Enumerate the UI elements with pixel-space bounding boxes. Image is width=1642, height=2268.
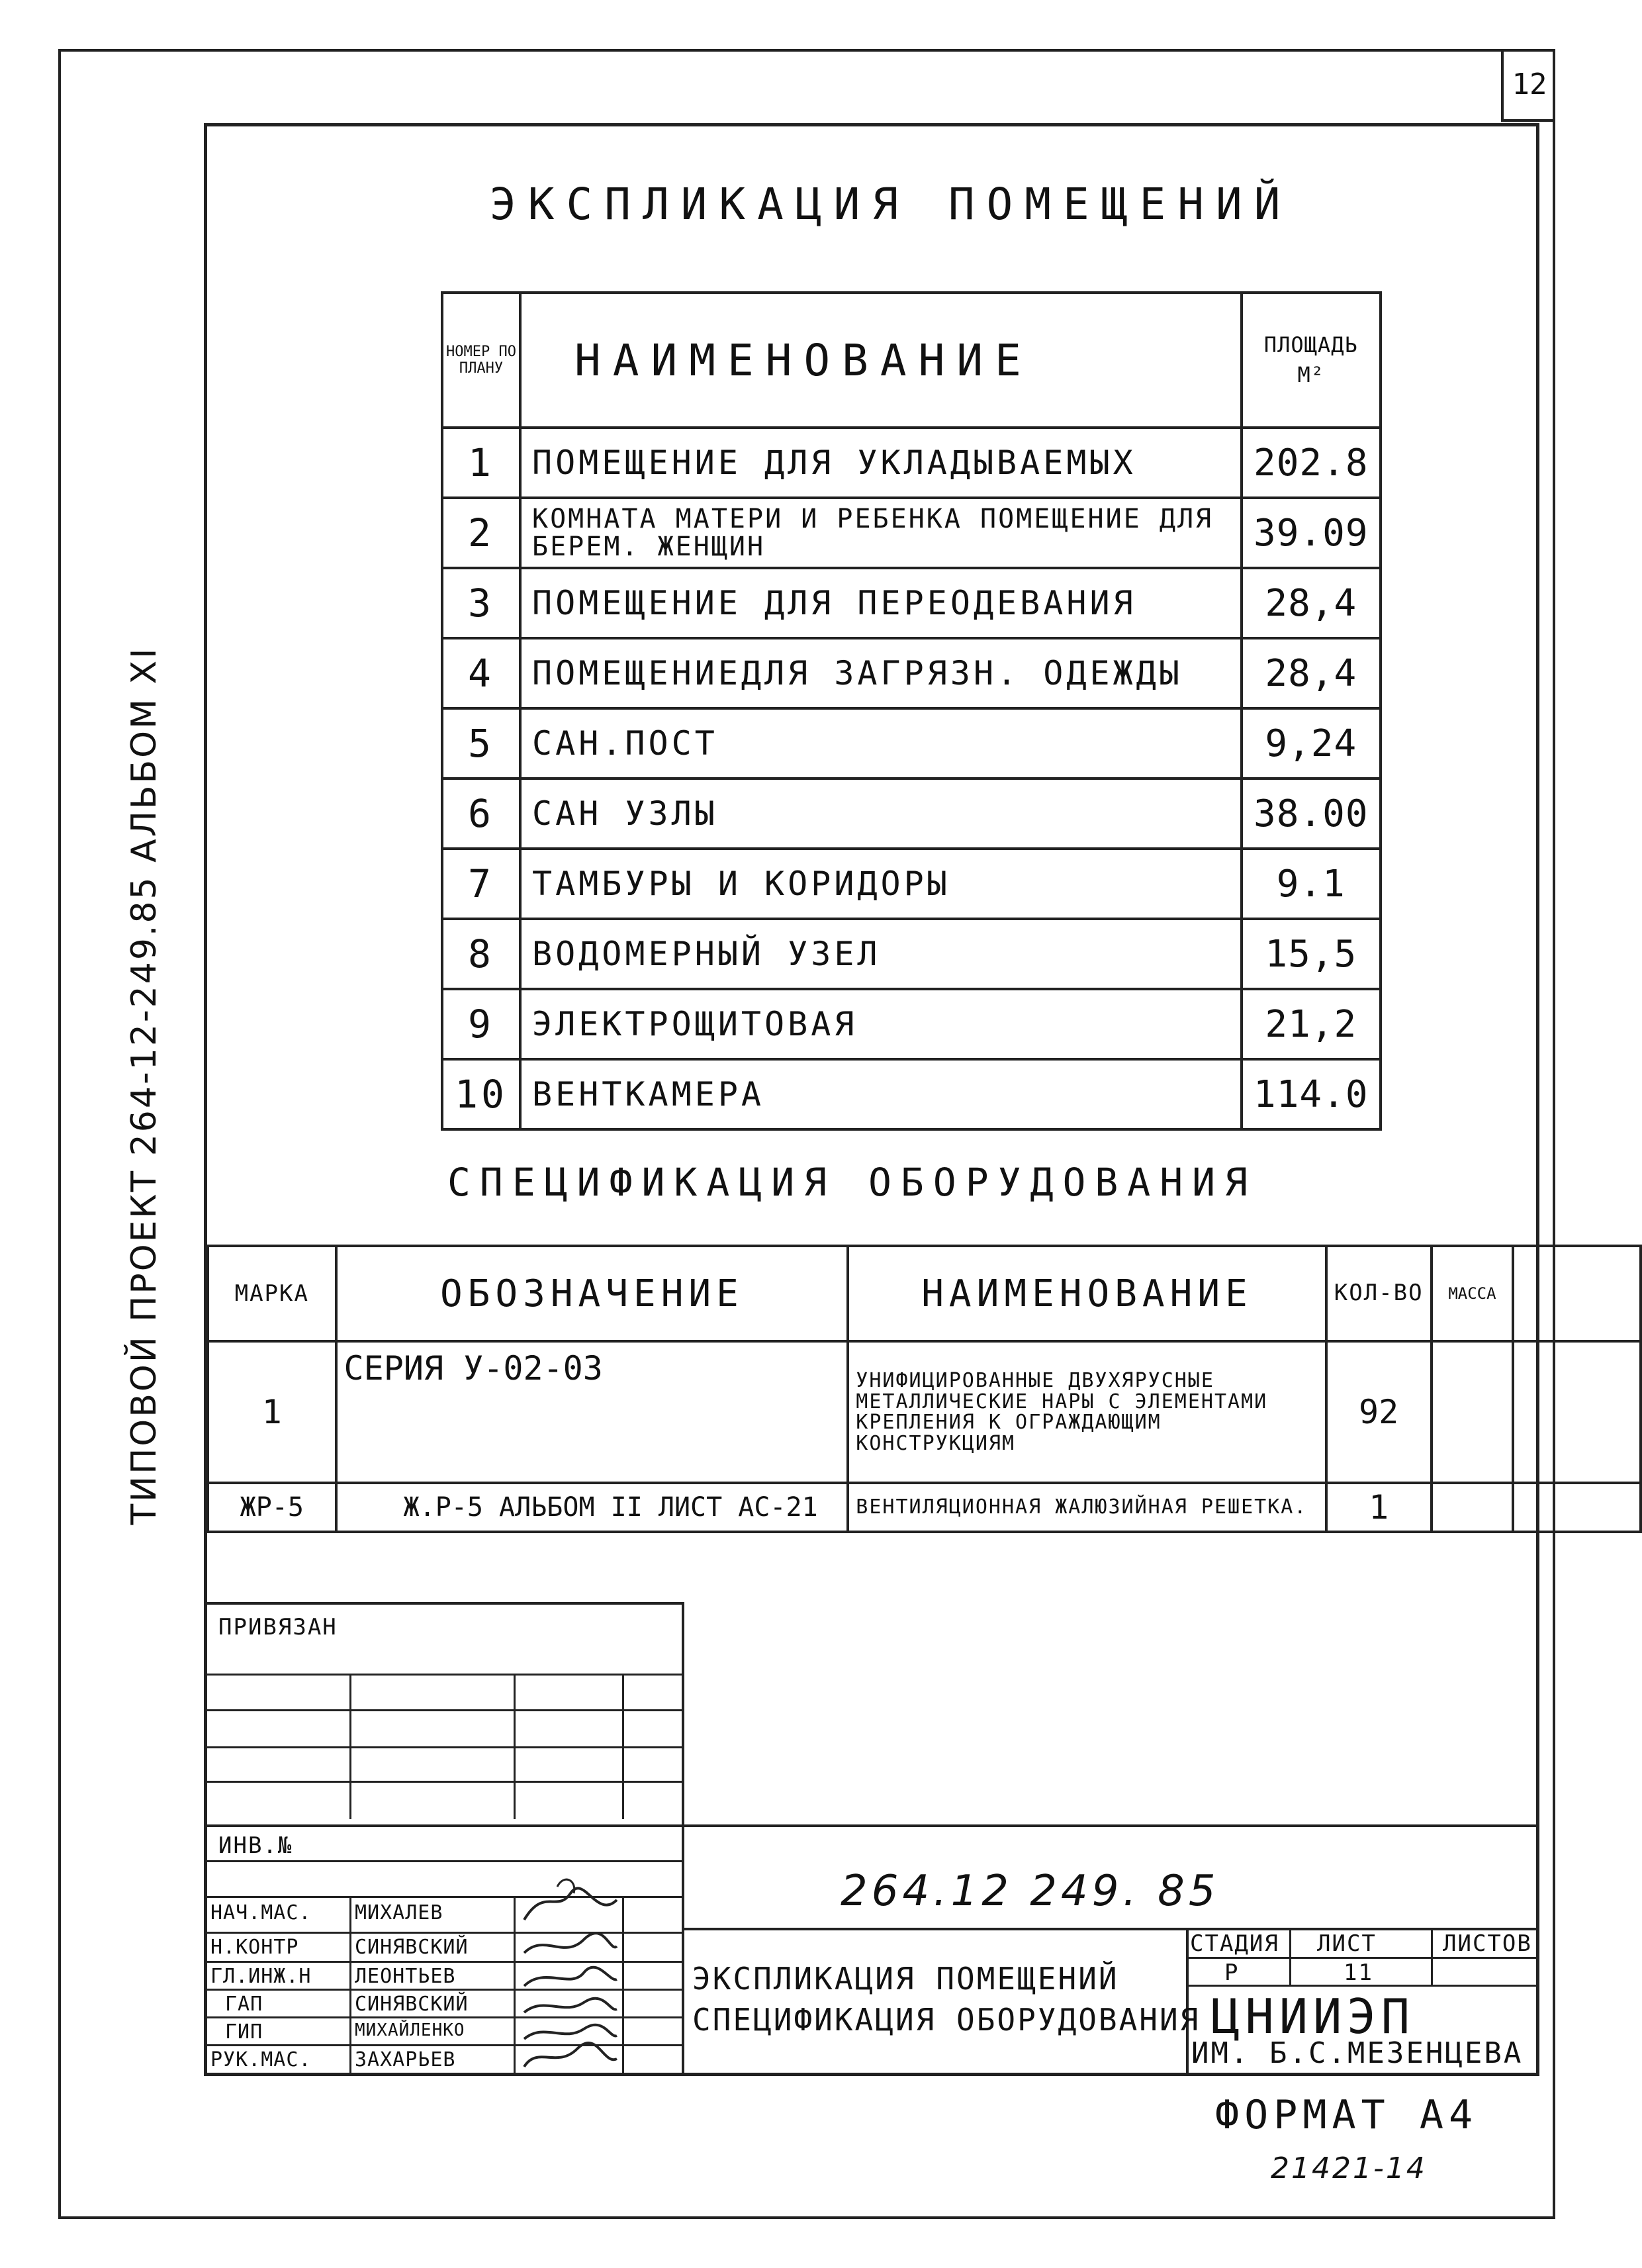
room-name: САН УЗЛЫ [520,779,1242,849]
room-number: 8 [442,919,520,989]
header-blank [1513,1246,1641,1341]
tb-rule [1431,1928,1433,1986]
spec-name: УНИФИЦИРОВАННЫЕ ДВУХЯРУСНЫЕ МЕТАЛЛИЧЕСКИЕ НАРЫ С ЭЛЕМЕНТАМИ КРЕПЛЕНИЯ К ОГРАЖДАЮЩИМ КОНСТРУКЦИЯМ [848,1341,1326,1483]
room-name: ВОДОМЕРНЫЙ УЗЕЛ [520,919,1242,989]
explication-title: ЭКСПЛИКАЦИЯ ПОМЕЩЕНИЙ [490,179,1293,230]
archive-number: 21421-14 [1271,2151,1427,2185]
table-row [208,1483,1641,1532]
header-area: ПЛОЩАДЬ М² [1242,293,1381,428]
person-name: МИХАЙЛЕНКО [355,2020,465,2040]
header-name: НАИМЕНОВАНИЕ [520,293,1242,428]
tb-rule [206,1674,683,1676]
role-label: ГИП [225,2020,263,2044]
tb-rule [682,1602,684,1827]
table-row [442,1059,1381,1129]
table-row [442,779,1381,849]
header-name: НАИМЕНОВАНИЕ [848,1246,1326,1341]
room-area: 28,4 [1242,568,1381,638]
explication-table [441,291,1382,1131]
room-name: ПОМЕЩЕНИЕ ДЛЯ УКЛАДЫВАЕМЫХ [520,428,1242,498]
specification-table [206,1245,1642,1533]
role-label: РУК.МАС. [210,2048,312,2071]
room-area: 38.00 [1242,779,1381,849]
tb-rule [206,1709,683,1711]
room-area: 114.0 [1242,1059,1381,1129]
spec-mark: 1 [208,1341,336,1483]
room-name: ЭЛЕКТРОЩИТОВАЯ [520,989,1242,1059]
room-area: 9,24 [1242,708,1381,779]
tb-rule [206,1860,683,1862]
header-number: НОМЕР ПО ПЛАНУ [442,293,520,428]
table-row [442,428,1381,498]
specification-title: СПЕЦИФИКАЦИЯ ОБОРУДОВАНИЯ [447,1160,1257,1205]
tb-rule [1186,1957,1539,1959]
person-name: ЗАХАРЬЕВ [355,2048,456,2071]
sheet-value: 11 [1344,1960,1373,1986]
spec-blank [1513,1341,1641,1483]
room-number: 10 [442,1059,520,1129]
tb-rule [206,1824,1539,1827]
tb-rule [1289,1928,1291,1986]
signature-marks [518,1873,623,2072]
format-label: ФОРМАТ А4 [1215,2092,1479,2138]
tb-rule [206,1781,683,1783]
spec-qty: 92 [1326,1341,1432,1483]
stage-value: Р [1224,1960,1240,1986]
spec-mass [1432,1483,1514,1532]
role-label: Н.КОНТР [210,1936,299,1959]
project-side-label: ТИПОВОЙ ПРОЕКТ 264-12-249.85 АЛЬБОМ XI [124,646,164,1525]
sheets-label: ЛИСТОВ [1443,1930,1532,1957]
document-title-line1: ЭКСПЛИКАЦИЯ ПОМЕЩЕНИЙ [692,1961,1119,1997]
attached-label: ПРИВЯЗАН [218,1614,338,1640]
table-row [442,708,1381,779]
room-number: 5 [442,708,520,779]
room-number: 6 [442,779,520,849]
role-label: НАЧ.МАС. [210,1901,312,1924]
spec-blank [1513,1483,1641,1532]
room-name: ВЕНТКАМЕРА [520,1059,1242,1129]
room-number: 3 [442,568,520,638]
table-row [442,638,1381,708]
room-area: 9.1 [1242,849,1381,919]
tb-rule [622,1674,624,1819]
spec-designation: СЕРИЯ У-02-03 [336,1341,848,1483]
tb-rule [206,1602,683,1605]
table-row [442,989,1381,1059]
tb-rule [682,1928,1539,1930]
room-number: 9 [442,989,520,1059]
document-code: 264.12 249. 85 [841,1867,1220,1916]
tb-rule [514,1674,516,1819]
table-row [442,568,1381,638]
room-area: 21,2 [1242,989,1381,1059]
explication-header-row [442,293,1381,428]
sheet-label: ЛИСТ [1317,1930,1377,1957]
room-area: 39.09 [1242,498,1381,568]
room-number: 2 [442,498,520,568]
header-mark: МАРКА [208,1246,336,1341]
room-number: 4 [442,638,520,708]
person-name: СИНЯВСКИЙ [355,1936,469,1959]
room-number: 7 [442,849,520,919]
room-area: 28,4 [1242,638,1381,708]
header-qty: КОЛ-ВО [1326,1246,1432,1341]
organization-subtitle: ИМ. Б.С.МЕЗЕНЦЕВА [1191,2036,1524,2070]
room-name: ПОМЕЩЕНИЕДЛЯ ЗАГРЯЗН. ОДЕЖДЫ [520,638,1242,708]
tb-rule [349,1896,351,2073]
spec-name: ВЕНТИЛЯЦИОННАЯ ЖАЛЮЗИЙНАЯ РЕШЕТКА. [848,1483,1326,1532]
role-label: ГЛ.ИНЖ.Н [210,1965,312,1988]
person-name: СИНЯВСКИЙ [355,1993,469,2016]
room-area: 202.8 [1242,428,1381,498]
tb-rule [682,1824,684,2073]
role-label: ГАП [225,1993,263,2016]
sheet-number: 12 [1501,49,1555,122]
document-title-line2: СПЕЦИФИКАЦИЯ ОБОРУДОВАНИЯ [692,2002,1201,2038]
header-mass: МАССА [1432,1246,1514,1341]
room-name: САН.ПОСТ [520,708,1242,779]
tb-rule [206,1746,683,1748]
spec-mass [1432,1341,1514,1483]
tb-rule [514,1896,516,2073]
header-designation: ОБОЗНАЧЕНИЕ [336,1246,848,1341]
organization-name: ЦНИИЭП [1211,1989,1416,2044]
room-name: ПОМЕЩЕНИЕ ДЛЯ ПЕРЕОДЕВАНИЯ [520,568,1242,638]
tb-rule [349,1674,351,1819]
person-name: МИХАЛЕВ [355,1901,443,1924]
spec-designation: Ж.Р-5 АЛЬБОМ II ЛИСТ АС-21 [336,1483,848,1532]
specification-header-row [208,1246,1641,1341]
inventory-label: ИНВ.№ [218,1832,293,1859]
room-number: 1 [442,428,520,498]
person-name: ЛЕОНТЬЕВ [355,1965,456,1988]
room-name: ТАМБУРЫ И КОРИДОРЫ [520,849,1242,919]
spec-mark: ЖР-5 [208,1483,336,1532]
room-name: КОМНАТА МАТЕРИ И РЕБЕНКА ПОМЕЩЕНИЕ ДЛЯ БЕРЕМ. ЖЕНЩИН [520,498,1242,568]
table-row [442,919,1381,989]
table-row [208,1341,1641,1483]
room-area: 15,5 [1242,919,1381,989]
stage-label: СТАДИЯ [1190,1930,1279,1957]
table-row [442,849,1381,919]
table-row [442,498,1381,568]
spec-qty: 1 [1326,1483,1432,1532]
